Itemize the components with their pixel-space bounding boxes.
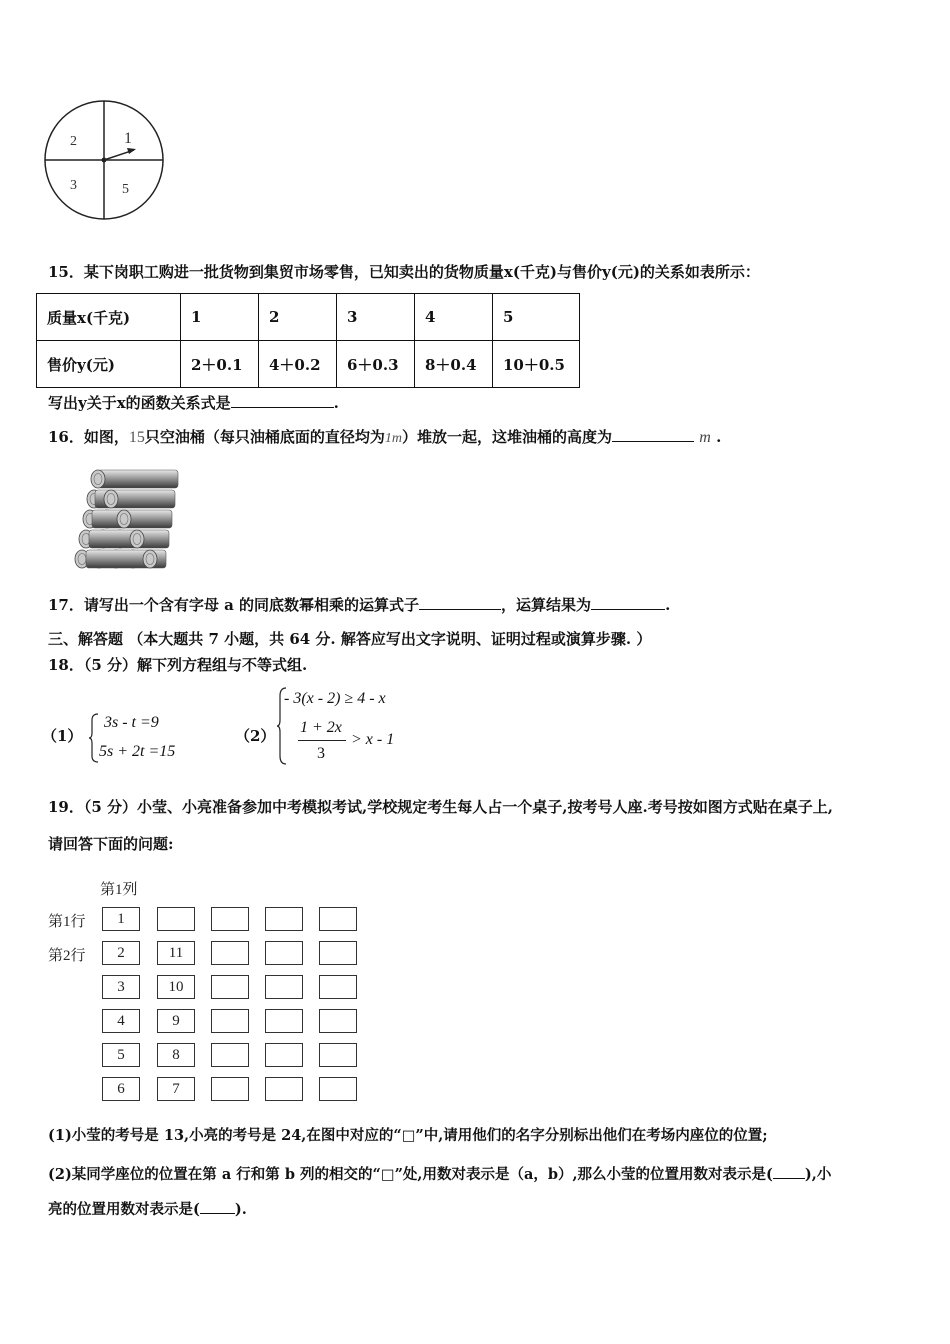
seat-box <box>319 1077 357 1101</box>
seat-box <box>319 1009 357 1033</box>
seat-box <box>211 1043 249 1067</box>
seat-box <box>211 907 249 931</box>
q19-sub2-line2 <box>48 1198 247 1220</box>
seat-box <box>319 1043 357 1067</box>
seat-box: 8 <box>157 1043 195 1067</box>
seat-box <box>319 975 357 999</box>
q19-sub2-b: ),小 <box>804 1166 832 1183</box>
table-cell: 4 <box>415 294 493 341</box>
seat-box <box>157 907 195 931</box>
oil-barrel-end <box>130 530 144 548</box>
table-cell: 4＋0.2 <box>259 341 337 388</box>
seat-box: 2 <box>102 941 140 965</box>
q16-answer-blank[interactable] <box>612 426 694 442</box>
seat-box <box>319 941 357 965</box>
q18-part2-denominator: 3 <box>317 745 325 762</box>
price-table <box>36 293 580 388</box>
seat-box <box>265 1009 303 1033</box>
seat-box: 7 <box>157 1077 195 1101</box>
seat-row-1-label: 第1行 <box>48 914 86 930</box>
table-row <box>37 294 580 341</box>
oil-barrel-stack-figure <box>66 462 186 582</box>
seat-box: 10 <box>157 975 195 999</box>
seat-box <box>265 1043 303 1067</box>
q19-sub2-d: ). <box>234 1201 247 1218</box>
table-cell: 8＋0.4 <box>415 341 493 388</box>
spinner-label-3: 3 <box>70 178 77 193</box>
q19-xiaoying-blank[interactable] <box>773 1163 805 1179</box>
q16-unit1: 1m <box>384 431 403 446</box>
q18-text: 18．（5 分）解下列方程组与不等式组. <box>48 656 308 674</box>
q17-result-blank[interactable] <box>591 594 665 610</box>
table-cell: 10＋0.5 <box>493 341 580 388</box>
seat-box <box>211 941 249 965</box>
q17-mid: ，运算结果为 <box>501 596 592 614</box>
q19-sub2-a: (2)某同学座位的位置在第 a 行和第 b 列的相交的“□”处,用数对表示是（a，b）,那么小莹的位置用数对表示是( <box>48 1166 773 1183</box>
seat-column-1-label: 第1列 <box>100 882 138 898</box>
q19-sub2 <box>48 1163 831 1185</box>
seat-box <box>211 1009 249 1033</box>
table-cell: 1 <box>181 294 259 341</box>
section-3-heading: 三、解答题 （本大题共 7 小题，共 64 分. 解答应写出文字说明、证明过程或演算步骤. ） <box>48 630 652 648</box>
spinner-pointer-head <box>127 148 136 154</box>
table-cell: 3 <box>337 294 415 341</box>
table-cell: 2＋0.1 <box>181 341 259 388</box>
q19-line2: 请回答下面的问题: <box>48 835 174 853</box>
seat-box: 3 <box>102 975 140 999</box>
q19-line1: 19．（5 分）小莹、小亮准备参加中考模拟考试,学校规定考生每人占一个桌子,按考号人座.考号按如图方式贴在桌子上, <box>48 798 833 816</box>
q16-text <box>48 426 721 449</box>
q18-part2-ineq1: - 3(x - 2) ≥ 4 - x <box>284 690 386 707</box>
table-cell: 2 <box>259 294 337 341</box>
seat-box: 1 <box>102 907 140 931</box>
seat-box <box>211 1077 249 1101</box>
spinner-label-5: 5 <box>122 182 129 197</box>
oil-barrel <box>89 530 169 548</box>
oil-barrel <box>92 510 172 528</box>
table-row <box>37 341 580 388</box>
oil-barrel <box>98 470 178 488</box>
seat-box <box>265 975 303 999</box>
table-header-mass: 质量x(千克) <box>37 294 181 341</box>
oil-barrel-end <box>91 470 105 488</box>
q16-post: ）堆放一起，这堆油桶的高度为 <box>402 428 613 446</box>
q15-prompt-text: 写出y关于x的函数关系式是 <box>48 394 231 412</box>
q16-end: . <box>716 428 722 446</box>
seat-box <box>265 907 303 931</box>
seat-box <box>319 907 357 931</box>
q16-num: 15 <box>128 429 145 446</box>
q17-pre: 17．请写出一个含有字母 a 的同底数幂相乘的运算式子 <box>48 596 420 614</box>
seat-box: 6 <box>102 1077 140 1101</box>
q19-sub2-c: 亮的位置用数对表示是( <box>48 1201 200 1218</box>
q15-text: 15．某下岗职工购进一批货物到集贸市场零售，已知卖出的货物质量x(千克)与售价y(元)的关系如表所示： <box>48 263 760 281</box>
table-cell: 5 <box>493 294 580 341</box>
q18-part1-eq1: 3s - t =9 <box>104 714 159 731</box>
q16-pre: 16．如图， <box>48 428 129 446</box>
q18-part2-label: （2） <box>235 727 276 745</box>
spinner-center <box>102 158 107 163</box>
seat-row-2-label: 第2行 <box>48 948 86 964</box>
q15-prompt <box>48 392 339 413</box>
seat-box: 4 <box>102 1009 140 1033</box>
q18-part2-fraction-bar <box>298 740 346 741</box>
q16-mid: 只空油桶（每只油桶底面的直径均为 <box>144 428 385 446</box>
q19-xiaoliang-blank[interactable] <box>200 1198 235 1214</box>
seat-box: 5 <box>102 1043 140 1067</box>
q16-unit2: m <box>699 429 711 446</box>
q18-part1-label: （1） <box>42 727 83 745</box>
seat-box <box>265 941 303 965</box>
spinner-figure <box>40 95 170 230</box>
q19-sub1: (1)小莹的考号是 13,小亮的考号是 24,在图中对应的“□”中,请用他们的名字分别标出他们在考场内座位的位置; <box>48 1127 768 1144</box>
q15-end: . <box>333 394 339 412</box>
oil-barrel-end <box>104 490 118 508</box>
table-header-price: 售价y(元) <box>37 341 181 388</box>
oil-barrel-end <box>117 510 131 528</box>
table-cell: 6＋0.3 <box>337 341 415 388</box>
q17-expression-blank[interactable] <box>419 594 501 610</box>
q18-part2-rhs: > x - 1 <box>351 731 395 748</box>
seat-box <box>211 975 249 999</box>
oil-barrel-end <box>143 550 157 568</box>
seat-box <box>265 1077 303 1101</box>
spinner-label-2: 2 <box>70 134 77 149</box>
q18-part2-numerator: 1 + 2x <box>300 719 342 736</box>
q17-end: . <box>665 596 671 614</box>
q18-part1-eq2: 5s + 2t =15 <box>99 743 176 760</box>
q17-text <box>48 594 670 615</box>
spinner-label-1: 1 <box>124 130 132 147</box>
q15-answer-blank[interactable] <box>231 392 334 408</box>
seat-box: 9 <box>157 1009 195 1033</box>
seat-box: 11 <box>157 941 195 965</box>
